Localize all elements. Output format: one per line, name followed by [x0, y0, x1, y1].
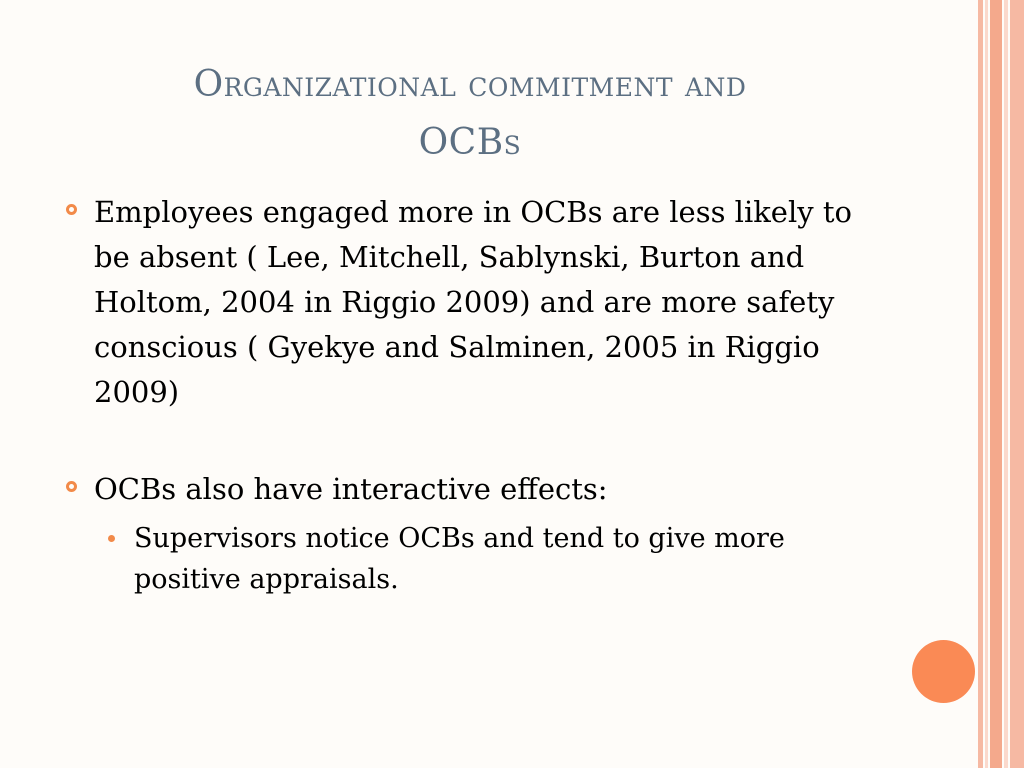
decor-stripe	[985, 0, 988, 768]
slide-title-line2: OCBs	[418, 122, 522, 163]
decor-circle	[912, 640, 975, 703]
bullet-item	[66, 467, 886, 512]
decor-stripe	[990, 0, 1002, 768]
slide-title-line1: Organizational commitment and	[193, 64, 747, 105]
ring-bullet-icon	[66, 481, 77, 492]
ring-bullet-icon	[66, 204, 77, 215]
bullet-item	[66, 190, 886, 415]
bullet-text: Employees engaged more in OCBs are less likely to be absent ( Lee, Mitchell, Sablynski, Burton and Holtom, 2004 in Riggio 2009) and are more safety conscious ( Gyekye and Salminen, 2005 in Riggio 2009)	[94, 195, 852, 409]
slide-title	[60, 56, 880, 172]
dot-bullet-icon	[108, 535, 115, 542]
decor-stripe	[1004, 0, 1008, 768]
bullet-text: OCBs also have interactive effects:	[94, 472, 608, 506]
decor-stripe	[1010, 0, 1024, 768]
sub-bullet-item	[108, 518, 886, 600]
slide-body	[66, 190, 886, 600]
sub-bullet-text: Supervisors notice OCBs and tend to give more positive appraisals.	[134, 523, 785, 595]
decor-stripe	[978, 0, 983, 768]
